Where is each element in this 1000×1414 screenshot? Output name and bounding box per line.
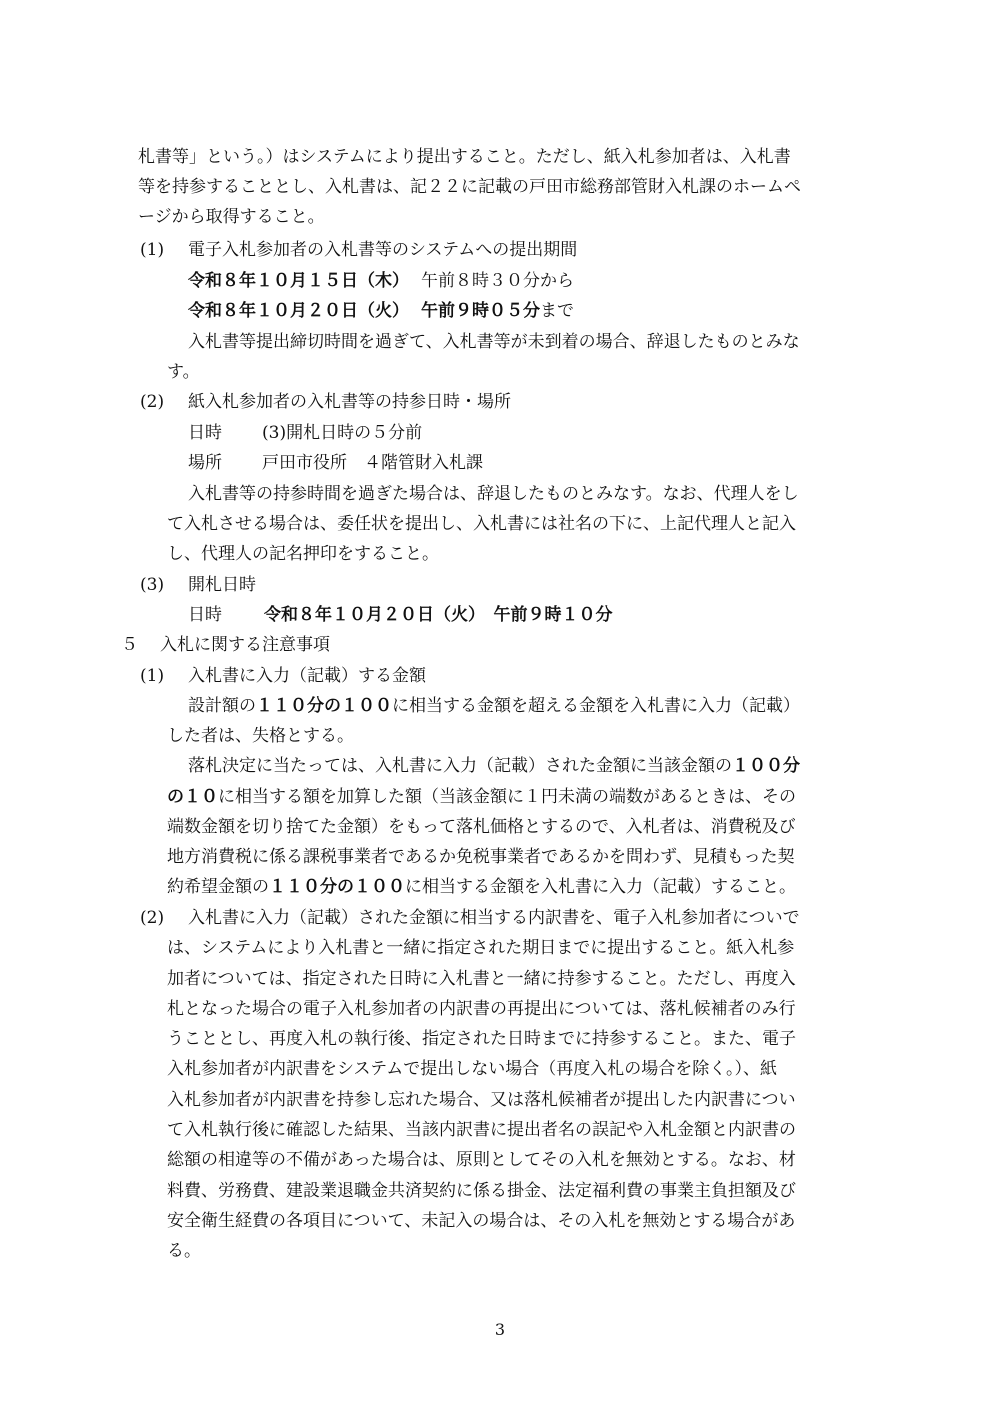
item3-number: (3) — [140, 575, 165, 595]
sub1-p1-post: に相当する金額を超える金額を入札書に入力（記載） — [392, 696, 800, 716]
sub2-line-5: うこととし、再度入札の執行後、指定された日時までに持参すること。また、電子 — [167, 1029, 796, 1049]
item2-note-line-3: し、代理人の記名押印をすること。 — [167, 544, 439, 564]
item1-from-date: 令和８年１０月１５日（木） — [188, 271, 409, 291]
sub1-p2-line-2 — [167, 784, 796, 810]
item2-place-label: 場所 — [188, 453, 222, 473]
sub2-line-4: 札となった場合の電子入札参加者の内訳書の再提出については、落札候補者のみ行 — [167, 999, 796, 1019]
item3-title: 開札日時 — [188, 575, 256, 595]
item1-from-time: 午前８時３０分から — [421, 271, 574, 291]
item2-datetime-label: 日時 — [188, 423, 222, 443]
item3-datetime-value: 令和８年１０月２０日（火） 午前９時１０分 — [264, 605, 613, 625]
intro-line-2: 等を持参することとし、入札書は、記２２に記載の戸田市総務部管財入札課のホームペ — [138, 177, 801, 197]
sub1-p2-line-5 — [167, 874, 796, 900]
sub1-p1-line-1 — [188, 693, 800, 719]
sub1-p2-line-1 — [188, 753, 800, 779]
section5-title: 入札に関する注意事項 — [160, 635, 330, 655]
sub2-line-11: 安全衛生経費の各項目について、未記入の場合は、その入札を無効とする場合があ — [167, 1211, 796, 1231]
sub1-p2-line2-bold: の１０ — [167, 787, 218, 807]
sub1-number: (1) — [140, 666, 165, 686]
item2-title: 紙入札参加者の入札書等の持参日時・場所 — [188, 392, 511, 412]
item1-to-suffix: まで — [540, 301, 574, 321]
sub2-line-3: 加者については、指定された日時に入札書と一緒に持参すること。ただし、再度入 — [167, 969, 796, 989]
sub1-p2-line1-bold: １００分 — [732, 756, 800, 776]
sub2-line-12: る。 — [167, 1241, 201, 1261]
item1-to-date: 令和８年１０月２０日（火） — [188, 301, 409, 321]
sub1-p2-line-3: 端数金額を切り捨てた金額）をもって落札価格とするので、入札者は、消費税及び — [167, 817, 796, 837]
intro-line-1: 札書等」という。）はシステムにより提出すること。ただし、紙入札参加者は、入札書 — [138, 147, 791, 167]
page-number: 3 — [494, 1320, 506, 1339]
sub1-p2-line-4: 地方消費税に係る課税事業者であるか免税事業者であるかを問わず、見積もった契 — [167, 847, 795, 867]
item1-title: 電子入札参加者の入札書等のシステムへの提出期間 — [188, 240, 578, 260]
item1-note-line-2: す。 — [167, 362, 200, 382]
item1-to-line — [188, 298, 574, 324]
intro-line-3: ージから取得すること。 — [138, 207, 325, 227]
item1-from-line — [188, 268, 574, 294]
item2-note-line-2: て入札させる場合は、委任状を提出し、入札書には社名の下に、上記代理人と記入 — [167, 514, 796, 534]
sub1-p2-line5-bold: １１０分の１００ — [269, 877, 405, 897]
sub2-line-10: 料費、労務費、建設業退職金共済契約に係る掛金、法定福利費の事業主負担額及び — [167, 1181, 796, 1201]
item1-note-line-1: 入札書等提出締切時間を過ぎて、入札書等が未到着の場合、辞退したものとみな — [188, 332, 800, 352]
item1-number: (1) — [140, 240, 165, 260]
sub1-p1-bold: １１０分の１００ — [256, 696, 392, 716]
section5-number: ５ — [121, 635, 138, 655]
sub1-p1-pre: 設計額の — [188, 696, 256, 716]
item2-note-line-1: 入札書等の持参時間を過ぎた場合は、辞退したものとみなす。なお、代理人をし — [188, 484, 799, 504]
sub2-number: (2) — [140, 908, 165, 928]
sub2-line-8: て入札執行後に確認した結果、当該内訳書に提出者名の誤記や入札金額と内訳書の — [167, 1120, 796, 1140]
item2-number: (2) — [140, 392, 165, 412]
sub2-line-6: 入札参加者が内訳書をシステムで提出しない場合（再度入札の場合を除く。）、紙 — [167, 1059, 777, 1079]
sub1-p2-line2-post: に相当する額を加算した額（当該金額に１円未満の端数があるときは、その — [218, 787, 796, 807]
sub1-p2-line5-pre: 約希望金額の — [167, 877, 269, 897]
item2-place-value: 戸田市役所 ４階管財入札課 — [262, 453, 483, 473]
sub2-line-2: は、システムにより入札書と一緒に指定された期日までに提出すること。紙入札参 — [167, 938, 795, 958]
item1-to-time: 午前９時０５分 — [421, 301, 540, 321]
sub1-p2-line5-post: に相当する金額を入札書に入力（記載）すること。 — [405, 877, 796, 897]
sub1-title: 入札書に入力（記載）する金額 — [188, 666, 426, 686]
sub2-line-7: 入札参加者が内訳書を持参し忘れた場合、又は落札候補者が提出した内訳書につい — [167, 1090, 796, 1110]
item3-datetime-label: 日時 — [188, 605, 222, 625]
item2-datetime-value: (3)開札日時の５分前 — [262, 423, 423, 443]
sub2-line-1: 入札書に入力（記載）された金額に相当する内訳書を、電子入札参加者についで — [188, 908, 800, 928]
sub1-p2-line1-pre: 落札決定に当たっては、入札書に入力（記載）された金額に当該金額の — [188, 756, 732, 776]
sub2-line-9: 総額の相違等の不備があった場合は、原則としてその入札を無効とする。なお、材 — [167, 1150, 796, 1170]
sub1-p1-line-2: した者は、失格とする。 — [167, 726, 354, 746]
